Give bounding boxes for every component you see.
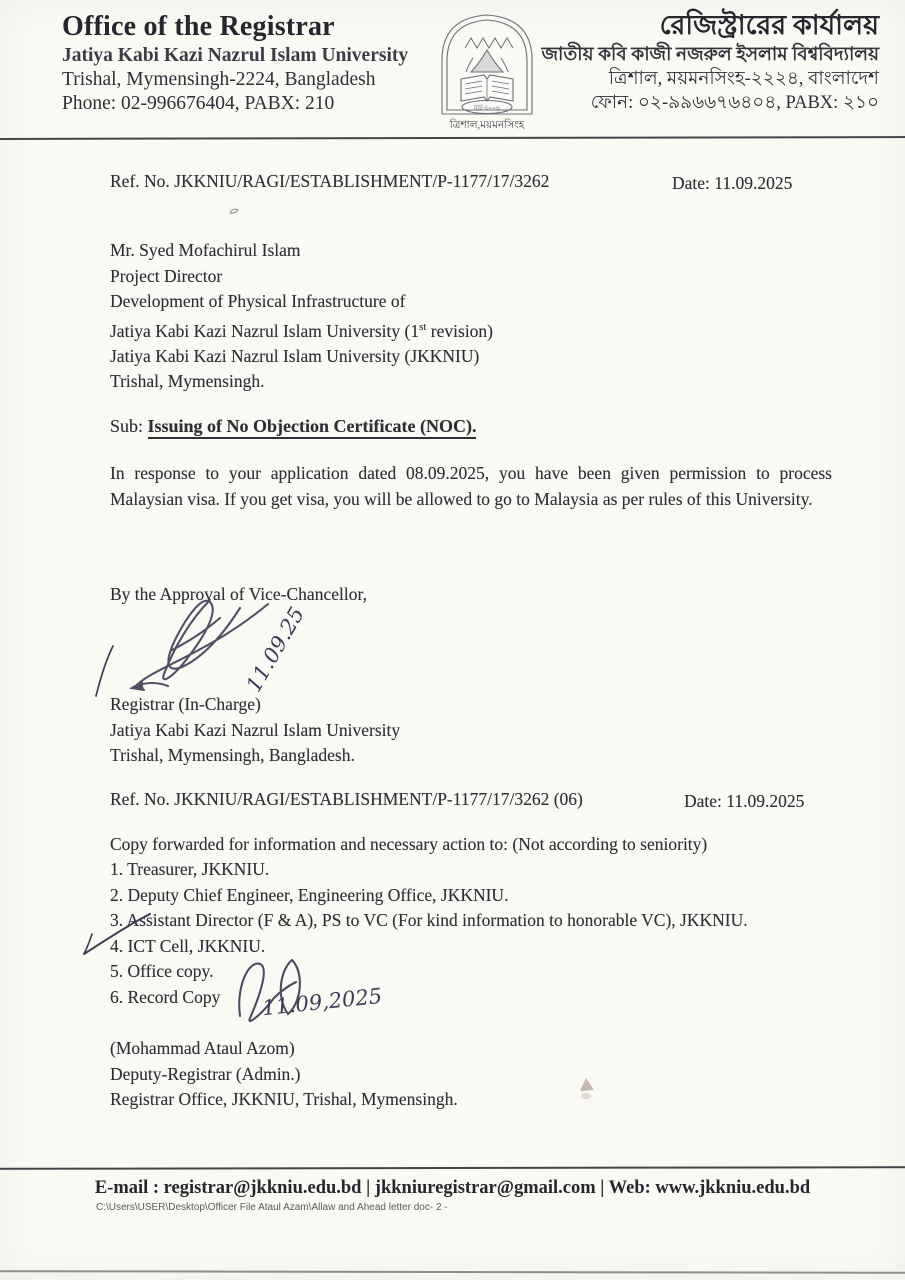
recipient-project-revision: Jatiya Kabi Kazi Nazrul Islam University (1st revision) <box>110 320 494 341</box>
address-bn: ত্রিশাল, ময়মনসিংহ-২২২৪, বাংলাদেশ <box>608 69 879 90</box>
distribution-heading: Copy forwarded for information and necessary action to: (Not according to seniority) <box>110 834 708 854</box>
body-paragraph: In response to your application dated 08.09.2025, you have been given permission to process Malaysian visa. If you get visa, you will be allowed to go to Malaysia as per rules of this University. <box>110 463 832 509</box>
subject-label: Sub: <box>110 416 148 436</box>
pen-mark <box>228 206 240 216</box>
recipient-name: Mr. Syed Mofachirul Islam <box>110 240 301 260</box>
signatory2-office: Registrar Office, JKKNIU, Trishal, Mymensingh. <box>110 1089 458 1109</box>
seal-banner-text: মার্চ-২০০৬ <box>474 105 500 112</box>
footer-contact-line: E-mail : registrar@jkkniu.edu.bd | jkkniuregistrar@gmail.com | Web: www.jkkniu.edu.bd <box>94 1178 811 1198</box>
recipient-designation: Project Director <box>110 265 223 286</box>
signatory-block-1 <box>110 692 400 769</box>
recipient-location: Trishal, Mymensingh. <box>110 371 265 392</box>
university-name-en: Jatiya Kabi Kazi Nazrul Islam University <box>62 45 409 67</box>
subject-line <box>110 416 476 437</box>
signatory2-title: Deputy-Registrar (Admin.) <box>110 1063 301 1084</box>
footer-file-path: C:\Users\USER\Desktop\Officer File Ataul Azam\Allaw and Ahead letter doc- 2 - <box>96 1202 448 1213</box>
approval-line: By the Approval of Vice-Chancellor, <box>110 584 367 604</box>
distribution-item-5: 5. Office copy. <box>110 961 214 981</box>
signatory2-name: (Mohammad Ataul Azom) <box>110 1038 295 1058</box>
stain-mark <box>576 1076 598 1102</box>
university-seal-icon <box>428 6 546 134</box>
recipient-university: Jatiya Kabi Kazi Nazrul Islam University (JKKNIU) <box>110 345 480 366</box>
university-seal <box>428 6 546 134</box>
distribution-item-1: 1. Treasurer, JKKNIU. <box>110 859 270 879</box>
seal-caption: ত্রিশাল,ময়মনসিংহ <box>449 120 525 131</box>
item4-checkmark-icon <box>80 912 154 958</box>
phone-bn: ফোন: ০২-৯৯৬৬৭৬৪০৪, PABX: ২১০ <box>590 93 879 114</box>
recipient-project: Development of Physical Infrastructure of <box>110 291 406 311</box>
scan-edge-line <box>0 1270 905 1273</box>
distribution-item-3: 3. Assistant Director (F & A), PS to VC (For kind information to honorable VC), JKKNIU. <box>110 910 748 930</box>
header-divider <box>0 136 905 140</box>
signatory1-university: Jatiya Kabi Kazi Nazrul Islam University <box>110 719 401 740</box>
handwritten-date-2: 11.09,2025 <box>261 983 384 1021</box>
distribution-list <box>110 857 748 1010</box>
phone-en: Phone: 02-996676404, PABX: 210 <box>62 92 335 114</box>
distribution-item-2: 2. Deputy Chief Engineer, Engineering Office, JKKNIU. <box>110 884 509 905</box>
office-title-en: Office of the Registrar <box>62 11 335 42</box>
recipient-block <box>110 238 493 395</box>
address-en: Trishal, Mymensingh-2224, Bangladesh <box>62 68 376 90</box>
distribution-item-4: 4. ICT Cell, JKKNIU. <box>110 935 266 956</box>
university-name-bn: জাতীয় কবি কাজী নজরুল ইসলাম বিশ্ববিদ্যালয় <box>541 45 879 66</box>
handwritten-date-1: 11.09.25 <box>241 603 310 696</box>
distribution-item-6: 6. Record Copy <box>110 986 221 1007</box>
date-1: Date: 11.09.2025 <box>672 173 793 193</box>
date-2: Date: 11.09.2025 <box>684 791 805 811</box>
signatory1-location: Trishal, Mymensingh, Bangladesh. <box>110 745 355 765</box>
signatory-block-2 <box>110 1036 458 1113</box>
signatory1-title: Registrar (In-Charge) <box>110 694 261 714</box>
letterhead-bengali <box>534 8 879 115</box>
reference-number-2: Ref. No. JKKNIU/RAGI/ESTABLISHMENT/P-1177/17/3262 (06) <box>110 789 583 809</box>
subject-text: Issuing of No Objection Certificate (NOC). <box>148 416 477 439</box>
office-title-bn: রেজিস্ট্রারের কার্যালয় <box>659 10 879 40</box>
footer-divider <box>0 1166 905 1170</box>
letterhead-english <box>62 10 442 116</box>
reference-number-1: Ref. No. JKKNIU/RAGI/ESTABLISHMENT/P-1177/17/3262 <box>110 171 550 191</box>
registrar-signature-icon <box>102 590 342 700</box>
